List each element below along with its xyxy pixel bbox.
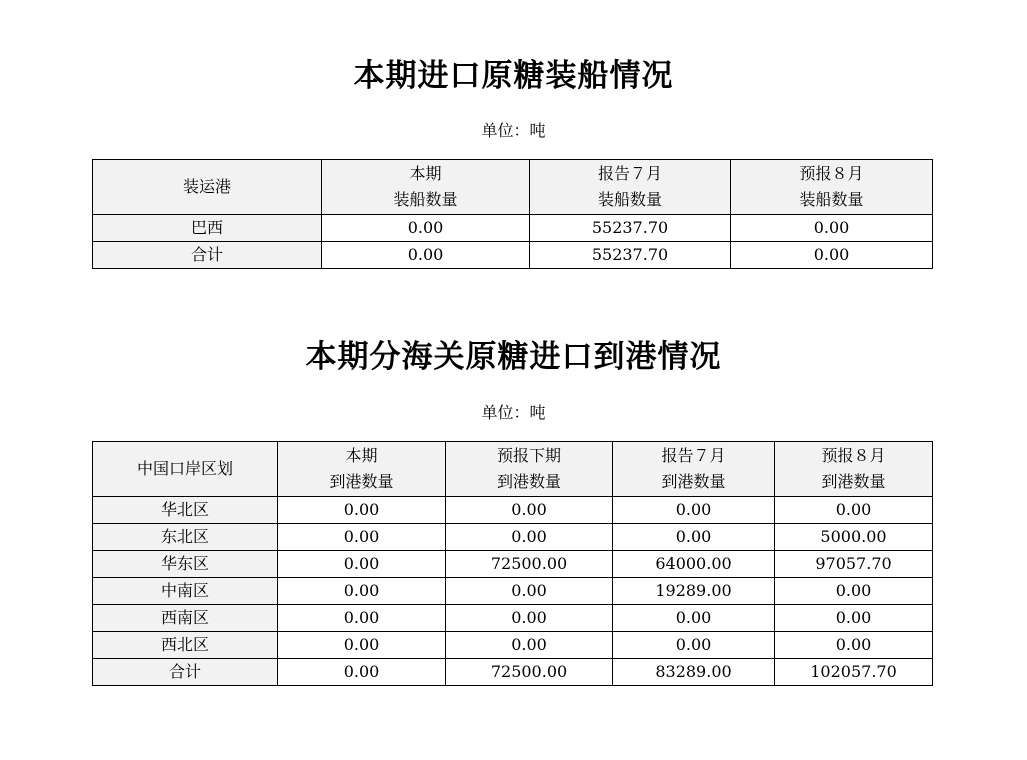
table-row [93, 578, 933, 605]
row-label: 东北区 [93, 524, 278, 551]
table-cell: 0.00 [322, 242, 530, 269]
header-line: 报告７月 [661, 446, 726, 465]
table-cell: 19289.00 [613, 578, 775, 605]
table-cell: 72500.00 [446, 551, 613, 578]
table-row [93, 632, 933, 659]
arrivals-unit-label: 单位：吨 [481, 403, 546, 422]
row-label: 西南区 [93, 605, 278, 632]
table-cell: 0.00 [446, 497, 613, 524]
header-line: 到港数量 [496, 472, 561, 491]
table-row [93, 524, 933, 551]
arrivals-header-current [278, 442, 446, 497]
arrivals-header-next-forecast [446, 442, 613, 497]
row-label: 合计 [93, 242, 322, 269]
table-row [93, 659, 933, 686]
shipping-header-july [530, 160, 731, 215]
table-row [93, 605, 933, 632]
header-line: 装船数量 [393, 190, 458, 209]
header-line: 报告７月 [597, 164, 662, 183]
table-cell: 0.00 [613, 632, 775, 659]
row-label: 华东区 [93, 551, 278, 578]
table-cell: 83289.00 [613, 659, 775, 686]
table-cell: 0.00 [731, 215, 933, 242]
table-cell: 102057.70 [775, 659, 933, 686]
table-cell: 0.00 [278, 497, 446, 524]
table-cell: 0.00 [446, 632, 613, 659]
row-label: 西北区 [93, 632, 278, 659]
table-cell: 0.00 [775, 632, 933, 659]
row-label: 合计 [93, 659, 278, 686]
table-cell: 0.00 [278, 632, 446, 659]
table-cell: 64000.00 [613, 551, 775, 578]
table-cell: 0.00 [278, 659, 446, 686]
header-line: 装船数量 [799, 190, 864, 209]
row-label: 华北区 [93, 497, 278, 524]
shipping-header-august [731, 160, 933, 215]
table-cell: 0.00 [446, 524, 613, 551]
arrivals-table [92, 441, 933, 686]
table-cell: 0.00 [775, 497, 933, 524]
shipping-header-current [322, 160, 530, 215]
shipping-unit-label: 单位：吨 [481, 121, 546, 140]
table-cell: 0.00 [613, 524, 775, 551]
header-line: 预报下期 [496, 446, 561, 465]
arrivals-header-region [93, 442, 278, 497]
header-line: 到港数量 [329, 472, 394, 491]
header-line: 到港数量 [661, 472, 726, 491]
table-cell: 0.00 [775, 578, 933, 605]
shipping-header-port [93, 160, 322, 215]
table-cell: 0.00 [731, 242, 933, 269]
header-line: 装船数量 [597, 190, 662, 209]
header-line: 到港数量 [821, 472, 886, 491]
table-row [93, 551, 933, 578]
table-row [93, 497, 933, 524]
arrivals-header-august [775, 442, 933, 497]
arrivals-header-row [93, 442, 933, 497]
table-cell: 0.00 [278, 578, 446, 605]
header-line: 本期 [345, 446, 378, 465]
header-line: 预报８月 [799, 164, 864, 183]
table-cell: 0.00 [278, 524, 446, 551]
table-cell: 55237.70 [530, 215, 731, 242]
table-row [93, 215, 933, 242]
arrivals-title: 本期分海关原糖进口到港情况 [305, 339, 722, 375]
table-cell: 97057.70 [775, 551, 933, 578]
header-line: 预报８月 [821, 446, 886, 465]
table-cell: 0.00 [613, 497, 775, 524]
shipping-table [92, 159, 933, 269]
table-cell: 55237.70 [530, 242, 731, 269]
table-row [93, 242, 933, 269]
row-label: 中南区 [93, 578, 278, 605]
table-cell: 72500.00 [446, 659, 613, 686]
table-cell: 5000.00 [775, 524, 933, 551]
arrivals-header-july [613, 442, 775, 497]
table-cell: 0.00 [775, 605, 933, 632]
shipping-header-row [93, 160, 933, 215]
header-line: 中国口岸区划 [136, 459, 233, 478]
table-cell: 0.00 [446, 578, 613, 605]
header-line: 本期 [409, 164, 442, 183]
header-line: 装运港 [182, 177, 231, 196]
table-cell: 0.00 [613, 605, 775, 632]
table-cell: 0.00 [278, 551, 446, 578]
table-cell: 0.00 [278, 605, 446, 632]
table-cell: 0.00 [446, 605, 613, 632]
row-label: 巴西 [93, 215, 322, 242]
table-cell: 0.00 [322, 215, 530, 242]
shipping-title: 本期进口原糖装船情况 [353, 58, 674, 94]
